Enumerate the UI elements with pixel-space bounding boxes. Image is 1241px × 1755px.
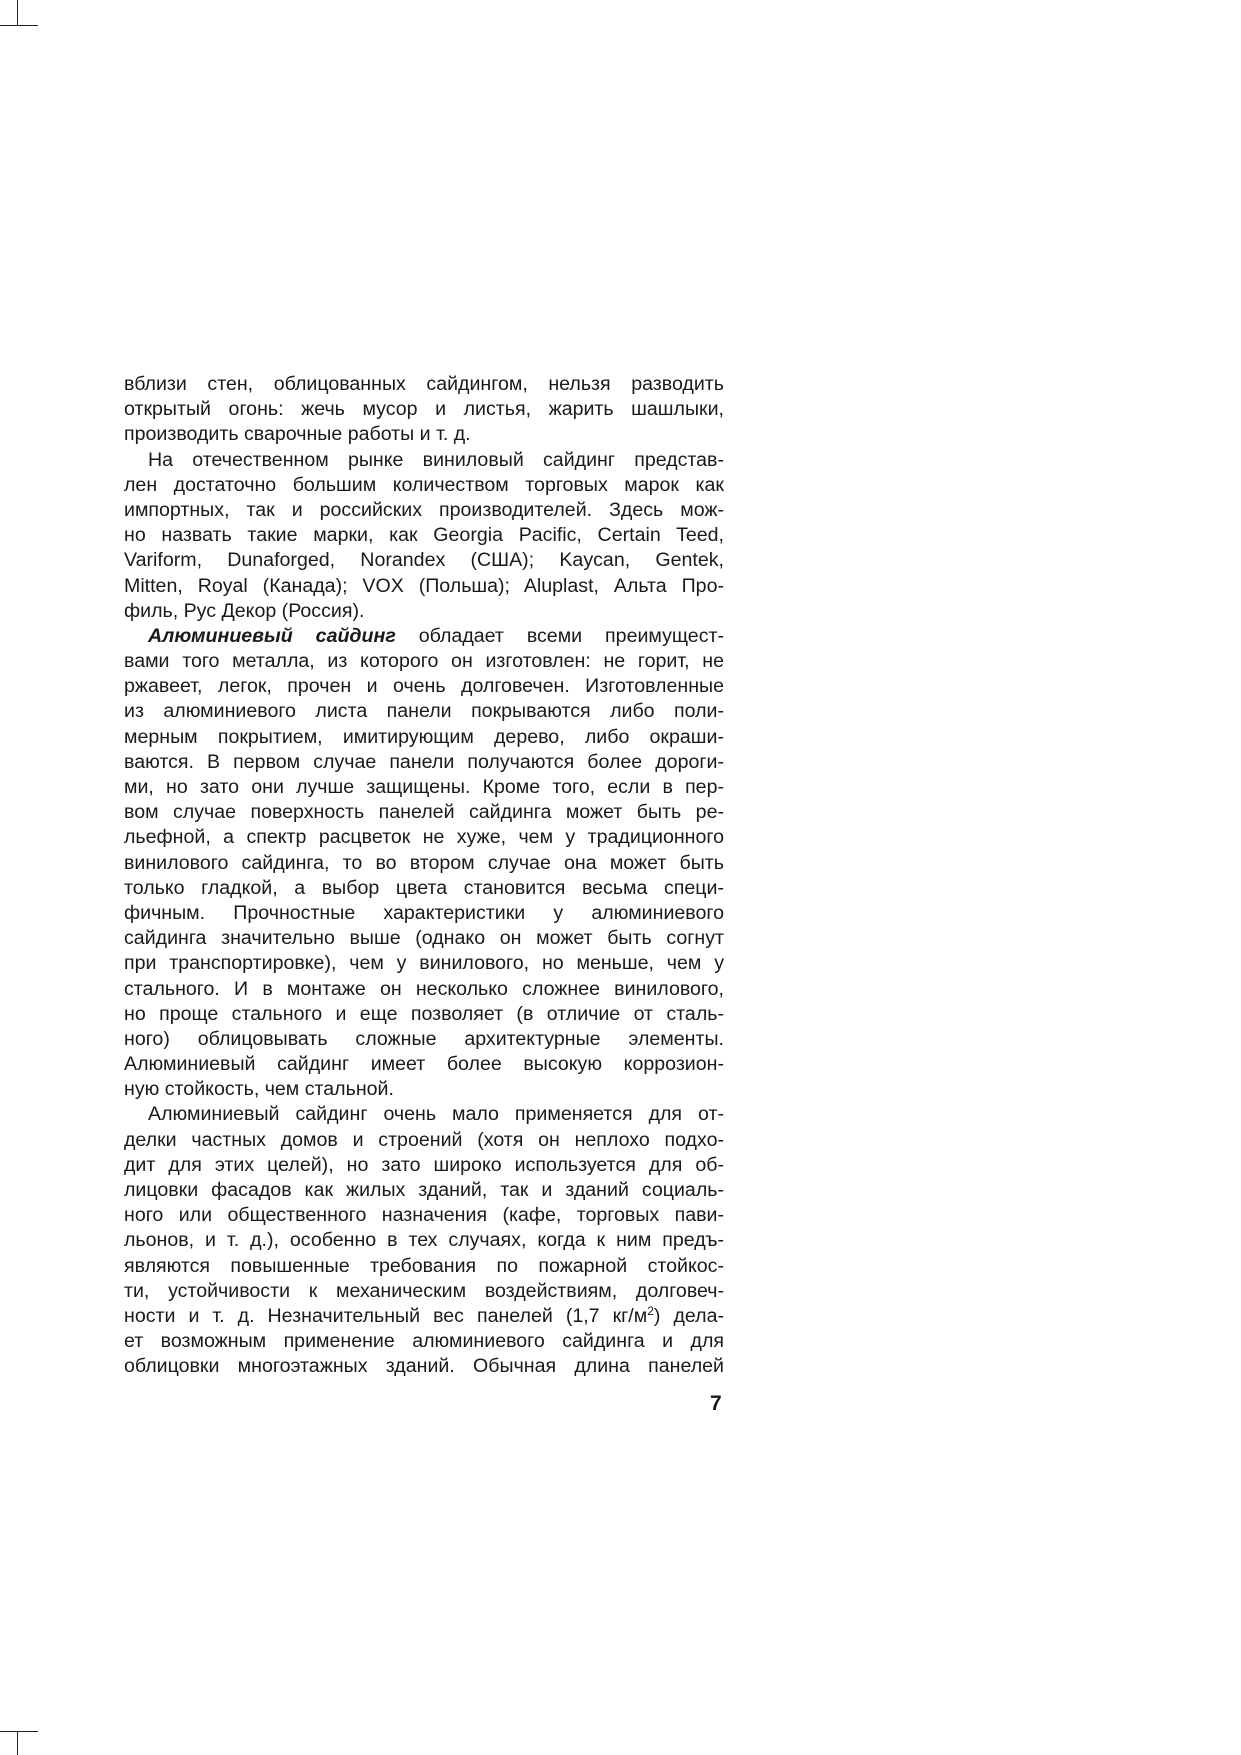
text-line: Алюминиевый сайдинг имеет более высокую коррозион- — [124, 1053, 724, 1076]
text-line: винилового сайдинга, то во втором случае она может быть — [124, 851, 724, 874]
text-line: но назвать такие марки, как Georgia Pacific, Certain Teed, — [124, 524, 724, 547]
text-line: ми, но зато они лучше защищены. Кроме того, если в пер- — [124, 776, 724, 798]
text-line: но проще стального и еще позволяет (в отличие от сталь- — [124, 1002, 724, 1025]
text-line: дит для этих целей), но зато широко используется для об- — [124, 1153, 724, 1176]
text-line: льефной, а спектр расцветок не хуже, чем у традиционного — [124, 826, 724, 849]
paragraph — [124, 1102, 724, 1379]
body-text — [124, 372, 724, 1380]
crop-mark-top-horizontal — [0, 25, 38, 26]
line-part: ности и т. д. Незначительный вес панелей (1,7 кг/м — [124, 1304, 648, 1327]
text-line: фичным. Прочностные характеристики у алюминиевого — [124, 901, 724, 924]
text-line: ет возможным применение алюминиевого сайдинга и для — [124, 1330, 724, 1353]
text-line: производить сварочные работы и т. д. — [124, 423, 471, 446]
text-line: лицовки фасадов как жилых зданий, так и зданий социаль- — [124, 1179, 724, 1201]
text-line: Алюминиевый сайдинг очень мало применяется для от- — [148, 1103, 724, 1126]
text-line — [124, 1304, 724, 1329]
text-line: Variform, Dunaforged, Norandex (США); Kaycan, Gentek, — [124, 549, 724, 572]
text-line: стального. И в монтаже он несколько сложнее винилового, — [124, 977, 724, 1000]
page-number: 7 — [710, 1392, 722, 1415]
text-line: ного или общественного назначения (кафе, торговых пави- — [124, 1204, 724, 1227]
text-line: лен достаточно большим количеством торговых марок как — [124, 473, 724, 496]
crop-mark-bottom-horizontal — [0, 1731, 38, 1732]
text-line: ную стойкость, чем стальной. — [124, 1078, 394, 1101]
crop-mark-bottom-vertical — [17, 1731, 18, 1755]
text-line: вами того металла, из которого он изготовлен: не горит, не — [124, 650, 724, 673]
text-line: вом случае поверхность панелей сайдинга может быть ре- — [124, 801, 724, 824]
text-line: из алюминиевого листа панели покрываются либо поли- — [124, 700, 724, 723]
text-line: ти, устойчивости к механическим воздействиям, долговеч- — [124, 1279, 724, 1302]
text-line: ржавеет, легок, прочен и очень долговечен. Изготовленные — [124, 675, 724, 698]
text-line: льонов, и т. д.), особенно в тех случаях, когда к ним предъ- — [124, 1229, 724, 1252]
text-line: при транспортировке), чем у винилового, но меньше, чем у — [124, 952, 724, 975]
text-line: ного) облицовывать сложные архитектурные элементы. — [124, 1027, 724, 1050]
text-line: Mitten, Royal (Канада); VOX (Польша); Aluplast, Альта Про- — [124, 574, 724, 597]
text-line: делки частных домов и строений (хотя он неплохо подхо- — [124, 1128, 724, 1151]
text-line: открытый огонь: жечь мусор и листья, жарить шашлыки, — [124, 398, 724, 421]
superscript: 2 — [647, 1303, 654, 1318]
line-part: ) дела- — [653, 1304, 724, 1327]
crop-mark-top-vertical — [17, 0, 18, 26]
text-line: вблизи стен, облицованных сайдингом, нельзя разводить — [124, 373, 724, 395]
text-line: являются повышенные требования по пожарной стойкос- — [124, 1254, 724, 1277]
lead-rest: обладает всеми преимущест- — [395, 624, 724, 647]
text-line: сайдинга значительно выше (однако он может быть согнут — [124, 927, 724, 950]
term-aluminum-siding: Алюминиевый сайдинг — [148, 624, 396, 647]
text-line: мерным покрытием, имитирующим дерево, либо окраши- — [124, 725, 724, 748]
paragraph — [124, 448, 724, 624]
text-line: импортных, так и российских производителей. Здесь мож- — [124, 498, 724, 521]
text-line: ваются. В первом случае панели получаются более дороги- — [124, 750, 724, 773]
paragraph — [124, 372, 724, 448]
text-line: только гладкой, а выбор цвета становится весьма специ- — [124, 876, 724, 899]
text-line: филь, Рус Декор (Россия). — [124, 599, 365, 622]
paragraph — [124, 624, 724, 1103]
text-line — [124, 624, 724, 649]
text-line: облицовки многоэтажных зданий. Обычная длина панелей — [124, 1355, 724, 1378]
text-line: На отечественном рынке виниловый сайдинг представ- — [148, 448, 724, 471]
